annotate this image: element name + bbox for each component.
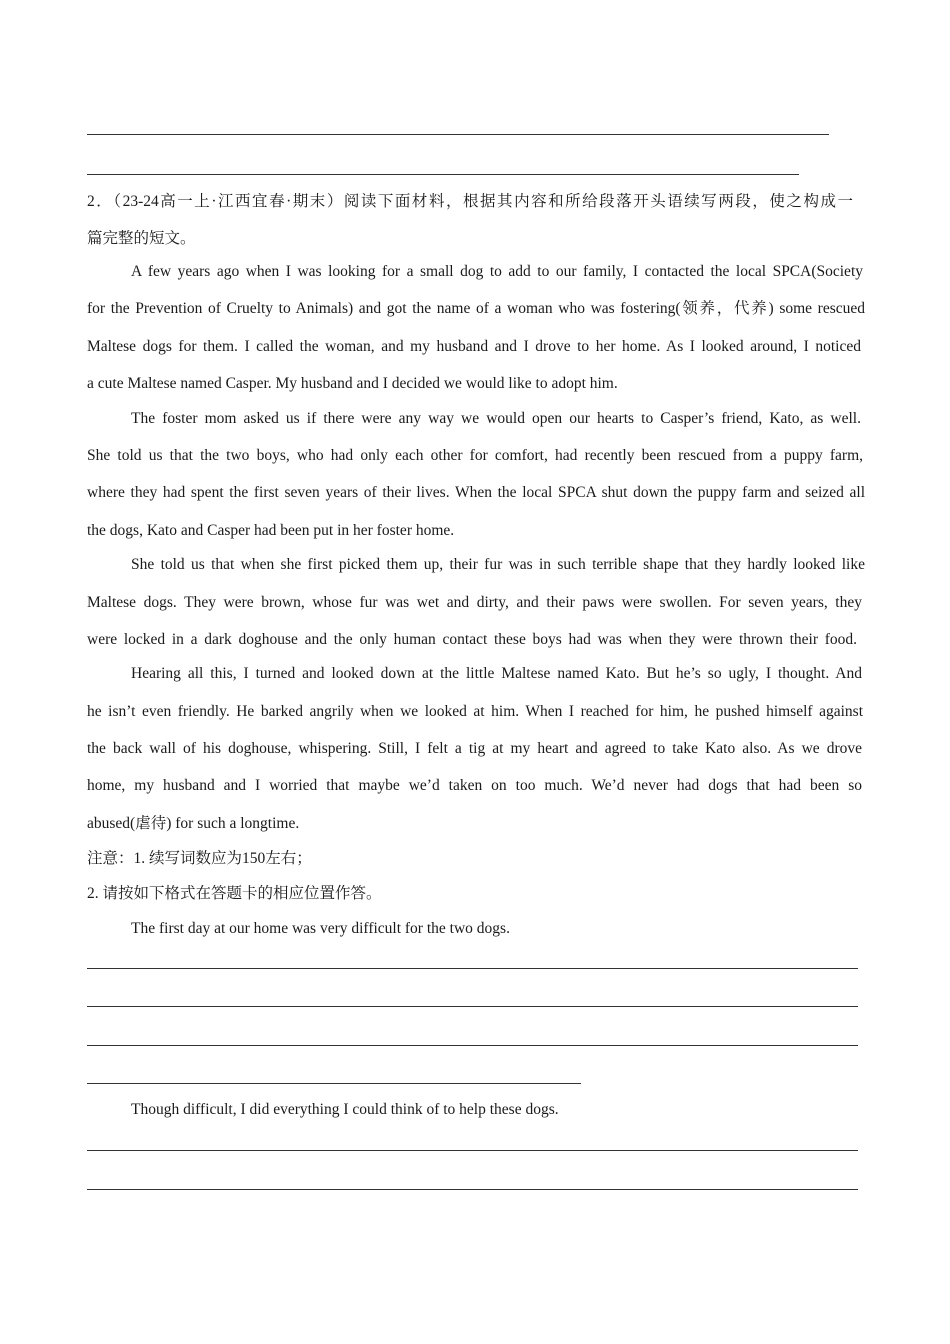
paragraph-prompt: Though difficult, I did everything I could think of to help these dogs. [131,1101,559,1118]
note-line: 2. 请按如下格式在答题卡的相应位置作答。 [87,885,382,902]
paragraph-line: Maltese dogs for them. I called the woman, and my husband and I drove to her home. As I looked around, I noticed [87,338,861,355]
paragraph-line: home, my husband and I worried that maybe we’d taken on too much. We’d never had dogs that had been so [87,777,862,794]
paragraph-line: Hearing all this, I turned and looked down at the little Maltese named Kato. But he’s so ugly, I thought. And [131,665,862,682]
answer-line [87,1083,581,1084]
paragraph-line: the back wall of his doghouse, whispering. Still, I felt a tig at my heart and agreed to take Kato also. As we drove [87,740,862,757]
paragraph-line: She told us that when she first picked them up, their fur was in such terrible shape that they hardly looked like [131,556,865,573]
answer-line [87,1150,858,1151]
note-line: 注意：1. 续写词数应为150左右； [87,850,312,867]
question-header: 2．（23-24高一上·江西宜春·期末）阅读下面材料，根据其内容和所给段落开头语续写两段，使之构成一 [87,193,853,210]
paragraph-line: where they had spent the first seven years of their lives. When the local SPCA shut down the puppy farm and seized all [87,484,865,501]
answer-line [87,1189,858,1190]
paragraph-line: A few years ago when I was looking for a small dog to add to our family, I contacted the local SPCA(Society [131,263,863,280]
paragraph-line: She told us that the two boys, who had only each other for comfort, had recently been rescued from a puppy farm, [87,447,863,464]
paragraph-line: The foster mom asked us if there were any way we would open our hearts to Casper’s friend, Kato, as well. [131,410,861,427]
paragraph-line: abused(虐待) for such a longtime. [87,815,300,832]
paragraph-line: for the Prevention of Cruelty to Animals) and got the name of a woman who was fostering(领养，代养) some rescued [87,300,865,317]
answer-line [87,174,799,175]
paragraph-line: were locked in a dark doghouse and the only human contact these boys had was when they were thrown their food. [87,631,857,648]
answer-line [87,1006,858,1007]
paragraph-prompt: The first day at our home was very difficult for the two dogs. [131,920,510,937]
answer-line [87,968,858,969]
paragraph-line: Maltese dogs. They were brown, whose fur was wet and dirty, and their paws were swollen. For seven years, they [87,594,862,611]
question-header-cont: 篇完整的短文。 [87,230,196,247]
paragraph-line: the dogs, Kato and Casper had been put in her foster home. [87,522,455,539]
answer-line [87,1045,858,1046]
paragraph-line: he isn’t even friendly. He barked angrily when we looked at him. When I reached for him, he pushed himself against [87,703,863,720]
paragraph-line: a cute Maltese named Casper. My husband and I decided we would like to adopt him. [87,375,618,392]
answer-line [87,134,829,135]
